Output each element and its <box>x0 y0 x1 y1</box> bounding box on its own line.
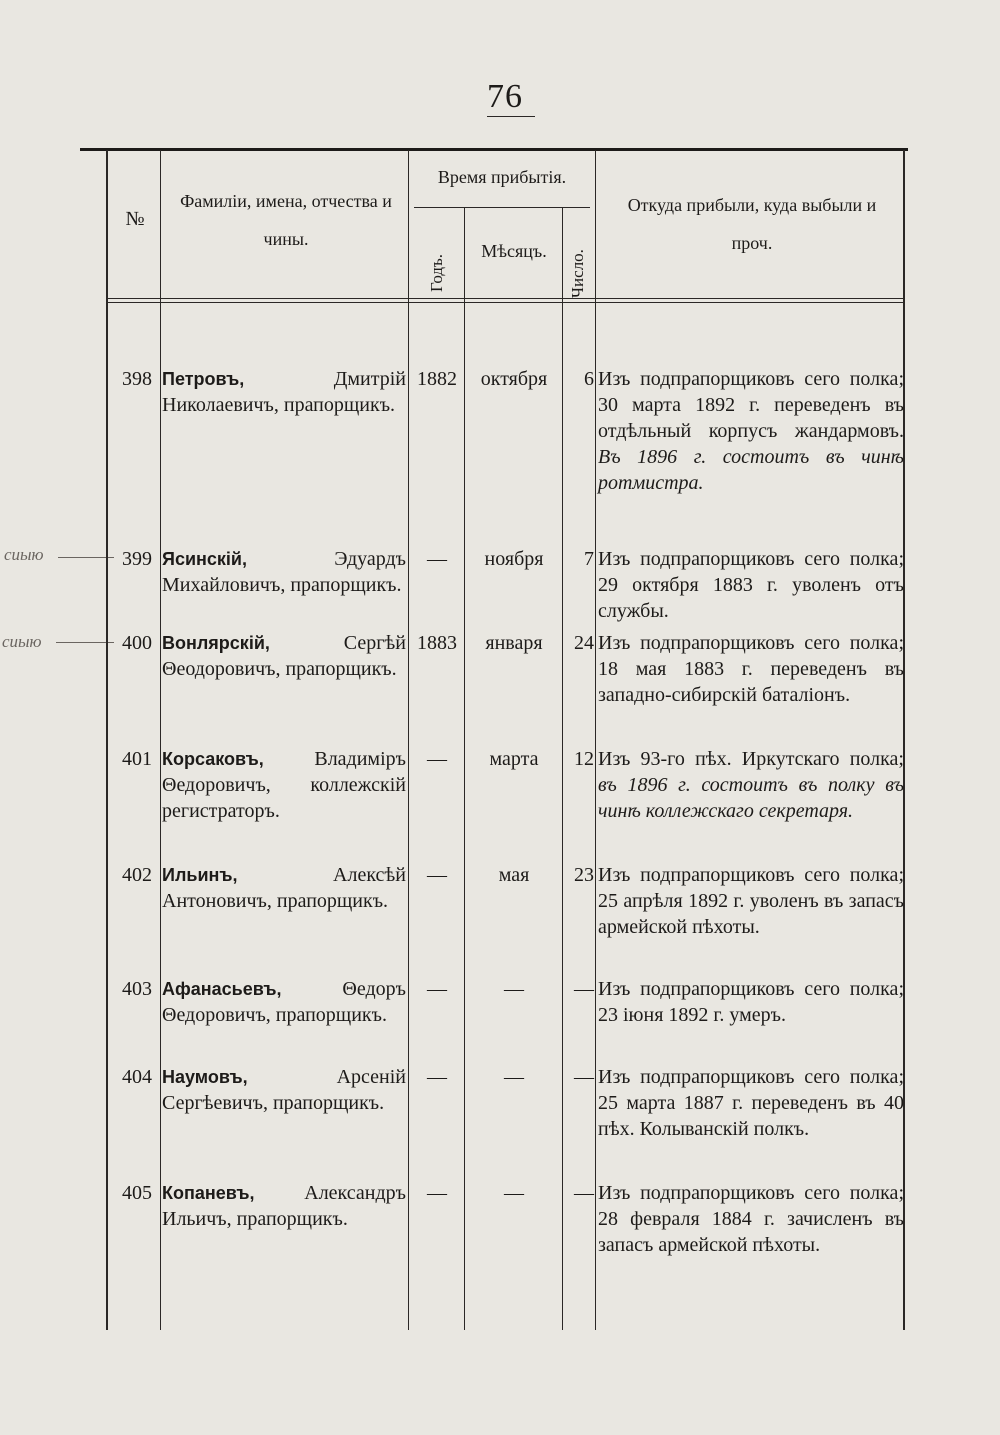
entry-day: — <box>574 1182 594 1204</box>
entry-surname: Наумовъ, <box>162 1067 248 1087</box>
subheader-rule <box>414 207 590 208</box>
column-divider <box>160 150 161 1330</box>
entry-number: 404 <box>122 1066 152 1088</box>
entry-year: — <box>427 978 447 1000</box>
entry-surname: Ясинскiй, <box>162 549 247 569</box>
header-bottom-rule <box>106 302 905 303</box>
entry-number: 403 <box>122 978 152 1000</box>
entry-note-italic: Въ 1896 г. состоитъ въ чинѣ ротмистра. <box>598 446 904 494</box>
table-border-left <box>106 150 108 1330</box>
entry-note-text: Изъ 93-го пѣх. Иркутскаго полка; <box>598 748 904 770</box>
entry-surname: Петровъ, <box>162 369 245 389</box>
entry-year: — <box>427 864 447 886</box>
entry-month: ноября <box>484 548 544 570</box>
entry-note-italic: въ 1896 г. состоитъ въ полку въ чинѣ коллежскаго секретаря. <box>598 774 904 822</box>
entry-note-text: Изъ подпрапорщиковъ сего полка; 25 марта 1887 г. переведенъ въ 40 пѣх. Колыванскiй полкъ. <box>598 1066 904 1140</box>
header-notes: Откуда прибыли, куда выбыли и проч. <box>627 195 877 253</box>
entry-number: 399 <box>122 548 152 570</box>
entry-year: — <box>427 548 447 570</box>
page-number: 76 <box>487 78 523 115</box>
header-year: Годъ. <box>427 253 446 292</box>
entry-note-text: Изъ подпрапорщиковъ сего полка; 30 марта 1892 г. переведенъ въ отдѣльный корпусъ жандармовъ. <box>598 368 904 442</box>
header-arrival-time: Время прибытiя. <box>437 167 567 187</box>
entry-note <box>598 1180 904 1258</box>
margin-note: сиыю <box>2 632 42 651</box>
column-divider <box>464 208 465 1330</box>
entry-month: — <box>504 1066 524 1088</box>
entry-note <box>598 630 904 708</box>
entry-name <box>162 546 406 598</box>
entry-year: — <box>427 748 447 770</box>
header-number: № <box>125 208 145 230</box>
entry-month: октября <box>480 368 548 390</box>
header-names: Фамилiи, имена, отчества и чины. <box>180 191 392 249</box>
header-bottom-rule <box>106 298 905 299</box>
margin-note: сиыю <box>4 545 44 564</box>
entry-day: 12 <box>574 748 594 770</box>
column-divider <box>408 150 409 1330</box>
entry-name <box>162 746 406 824</box>
entry-day: 7 <box>584 548 594 570</box>
entry-note-text: Изъ подпрапорщиковъ сего полка; 29 октября 1883 г. уволенъ отъ службы. <box>598 548 904 622</box>
entry-number: 398 <box>122 368 152 390</box>
entry-name <box>162 976 406 1028</box>
entry-surname: Вонлярскiй, <box>162 633 270 653</box>
entry-number: 402 <box>122 864 152 886</box>
entry-note-text: Изъ подпрапорщиковъ сего полка; 23 iюня 1892 г. умеръ. <box>598 978 904 1026</box>
entry-note <box>598 746 904 824</box>
table-border-right <box>903 150 905 1330</box>
entry-surname: Корсаковъ, <box>162 749 264 769</box>
entry-name <box>162 1064 406 1116</box>
entry-year: 1882 <box>417 368 457 390</box>
entry-name-rest: Алексѣй Антоновичъ, прапорщикъ. <box>162 864 406 912</box>
entry-day: — <box>574 1066 594 1088</box>
entry-note <box>598 862 904 940</box>
entry-day: 6 <box>584 368 594 390</box>
entry-month: — <box>504 978 524 1000</box>
entry-month: — <box>504 1182 524 1204</box>
entry-name-rest: Владимiръ Θедоровичъ, коллежскiй регистраторъ. <box>162 748 406 822</box>
entry-note-text: Изъ подпрапорщиковъ сего полка; 18 мая 1883 г. переведенъ въ западно-сибирскiй баталiонъ. <box>598 632 904 706</box>
entry-number: 401 <box>122 748 152 770</box>
entry-name-rest: Эдуардъ Михайловичъ, прапорщикъ. <box>162 548 406 596</box>
entry-name-rest: Александръ Ильичъ, прапорщикъ. <box>162 1182 406 1230</box>
header-day: Число. <box>568 249 587 298</box>
entry-day: — <box>574 978 594 1000</box>
entry-year: — <box>427 1182 447 1204</box>
entry-day: 23 <box>574 864 594 886</box>
entry-month: мая <box>498 864 530 886</box>
header-month: Мѣсяцъ. <box>481 241 547 261</box>
entry-note-text: Изъ подпрапорщиковъ сего полка; 28 февраля 1884 г. зачисленъ въ запасъ армейской пѣхоты. <box>598 1182 904 1256</box>
entry-note <box>598 546 904 624</box>
entry-month: января <box>485 632 543 654</box>
entry-name-rest: Сергѣй Θеодоровичъ, прапорщикъ. <box>162 632 406 680</box>
entry-name <box>162 630 406 682</box>
entry-surname: Ильинъ, <box>162 865 238 885</box>
entry-number: 400 <box>122 632 152 654</box>
page-number-underline <box>487 116 535 117</box>
entry-name-rest: Дмитрiй Николаевичъ, прапорщикъ. <box>162 368 406 416</box>
entry-year: — <box>427 1066 447 1088</box>
entry-surname: Афанасьевъ, <box>162 979 282 999</box>
entry-note-text: Изъ подпрапорщиковъ сего полка; 25 апрѣля 1892 г. уволенъ въ запасъ армейской пѣхоты. <box>598 864 904 938</box>
entry-surname: Копаневъ, <box>162 1183 255 1203</box>
entry-name <box>162 1180 406 1232</box>
column-divider <box>595 150 596 1330</box>
entry-month: марта <box>489 748 539 770</box>
entry-note <box>598 1064 904 1142</box>
entry-note <box>598 976 904 1028</box>
entry-note <box>598 366 904 496</box>
entry-number: 405 <box>122 1182 152 1204</box>
entry-name-rest: Θедоръ Θедоровичъ, прапорщикъ. <box>162 978 406 1026</box>
table-top-rule <box>80 148 908 151</box>
entry-name <box>162 366 406 418</box>
entry-name <box>162 862 406 914</box>
entry-day: 24 <box>574 632 594 654</box>
entry-name-rest: Арсенiй Сергѣевичъ, прапорщикъ. <box>162 1066 406 1114</box>
entry-year: 1883 <box>417 632 457 654</box>
